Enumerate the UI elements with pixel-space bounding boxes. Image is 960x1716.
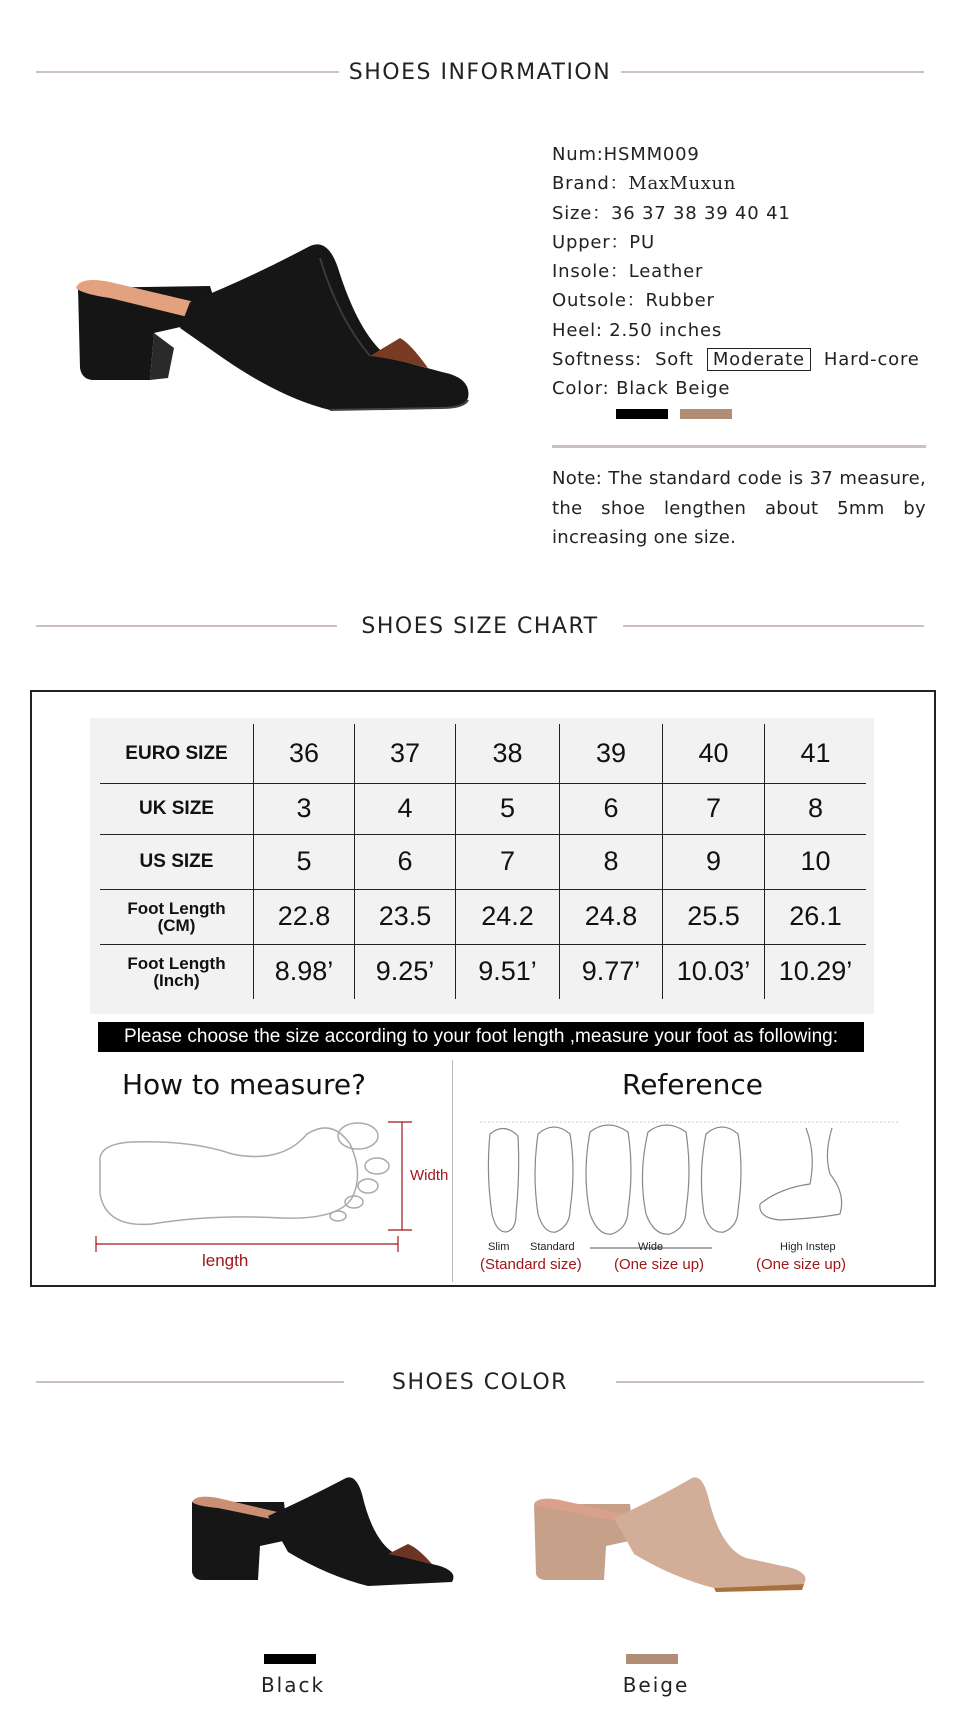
table-cell: 8 [560, 834, 663, 889]
table-row [100, 889, 866, 944]
width-label: Width [410, 1167, 449, 1184]
table-cell: 22.8 [254, 889, 355, 944]
title-line-right [616, 1381, 924, 1383]
row-head [100, 889, 254, 944]
how-to-measure-title: How to measure? [122, 1068, 366, 1101]
table-cell: 6 [355, 834, 456, 889]
color-label-black[interactable]: Black [260, 1673, 326, 1697]
table-cell: 9.25’ [355, 944, 456, 999]
swatch-black [616, 409, 668, 419]
table-cell: 25.5 [663, 889, 765, 944]
product-black-image [188, 1476, 458, 1606]
foot-type-reference-icon [480, 1114, 900, 1282]
row-head: US SIZE [100, 834, 254, 889]
table-cell: 3 [254, 783, 355, 834]
table-cell: 39 [560, 724, 663, 783]
info-list [552, 140, 932, 404]
table-cell: 8.98’ [254, 944, 355, 999]
one-size-up-label-1: (One size up) [614, 1256, 705, 1273]
reference-title: Reference [622, 1068, 763, 1101]
size-table-panel [90, 718, 874, 1014]
color-label-beige[interactable]: Beige [622, 1673, 690, 1697]
brand-label: Brand： [552, 173, 629, 195]
table-cell: 10 [765, 834, 867, 889]
table-cell: 24.8 [560, 889, 663, 944]
softness-label: Softness: [552, 349, 643, 371]
info-divider [552, 445, 926, 448]
table-cell: 9.77’ [560, 944, 663, 999]
table-cell: 23.5 [355, 889, 456, 944]
foot-outline-icon [92, 1114, 449, 1284]
info-num: Num:HSMM009 [552, 144, 700, 165]
info-note: Note: The standard code is 37 measure, the shoe lengthen about 5mm by increasing one size. [552, 468, 926, 548]
row-head-line1: Foot Length [127, 898, 226, 918]
chart-title: SHOES SIZE CHART [361, 613, 599, 639]
info-softness [552, 345, 932, 374]
info-heel: Heel: 2.50 inches [552, 319, 723, 341]
info-outsole: Outsole：Rubber [552, 290, 715, 312]
wide-label: Wide [638, 1241, 664, 1253]
slim-label: Slim [488, 1241, 510, 1253]
table-cell: 10.29’ [765, 944, 867, 999]
title-line-left [36, 625, 337, 627]
info-brand [552, 169, 932, 198]
softness-soft: Soft [655, 349, 694, 371]
table-row [100, 783, 866, 834]
color-title: SHOES COLOR [392, 1369, 568, 1395]
product-beige-image [530, 1476, 810, 1606]
table-row [100, 724, 866, 783]
size-table [100, 724, 866, 999]
table-cell: 5 [254, 834, 355, 889]
table-cell: 24.2 [456, 889, 560, 944]
table-cell: 38 [456, 724, 560, 783]
title-line-right [621, 71, 924, 73]
high-instep-label: High Instep [780, 1241, 836, 1253]
one-size-up-label-2: (One size up) [756, 1256, 847, 1273]
info-upper: Upper：PU [552, 231, 655, 253]
table-cell: 10.03’ [663, 944, 765, 999]
softness-moderate: Moderate [707, 348, 811, 371]
softness-hard: Hard-core [823, 349, 920, 371]
title-line-left [36, 1381, 344, 1383]
table-cell: 4 [355, 783, 456, 834]
length-label: length [202, 1251, 249, 1270]
row-head-line1: Foot Length [127, 953, 226, 973]
size-chart-box [30, 690, 936, 1287]
table-cell: 37 [355, 724, 456, 783]
row-head: EURO SIZE [100, 724, 254, 783]
color-swatch-beige[interactable] [626, 1654, 678, 1664]
standard-label: Standard [530, 1241, 575, 1253]
info-size: Size：36 37 38 39 40 41 [552, 202, 791, 224]
table-cell: 41 [765, 724, 867, 783]
table-cell: 9 [663, 834, 765, 889]
table-cell: 26.1 [765, 889, 867, 944]
measure-divider [452, 1060, 453, 1282]
table-row [100, 944, 866, 999]
brand-value: MaxMuxun [628, 173, 736, 195]
table-cell: 7 [663, 783, 765, 834]
table-cell: 9.51’ [456, 944, 560, 999]
row-head-line2: (CM) [157, 915, 196, 935]
table-cell: 7 [456, 834, 560, 889]
title-line-right [623, 625, 924, 627]
section-title-chart [36, 611, 924, 641]
row-head: UK SIZE [100, 783, 254, 834]
section-title-color [36, 1367, 924, 1397]
row-head [100, 944, 254, 999]
standard-size-label: (Standard size) [480, 1256, 582, 1273]
table-row [100, 834, 866, 889]
table-cell: 40 [663, 724, 765, 783]
info-title: SHOES INFORMATION [348, 59, 612, 85]
title-line-left [36, 71, 339, 73]
swatch-beige [680, 409, 732, 419]
product-main-image [70, 238, 480, 448]
table-cell: 8 [765, 783, 867, 834]
table-cell: 5 [456, 783, 560, 834]
info-color: Color: Black Beige [552, 378, 731, 400]
table-cell: 36 [254, 724, 355, 783]
info-insole: Insole：Leather [552, 261, 704, 283]
table-cell: 6 [560, 783, 663, 834]
row-head-line2: (Inch) [153, 970, 200, 990]
section-title-info [36, 57, 924, 87]
color-swatch-black[interactable] [264, 1654, 316, 1664]
instruction-bar: Please choose the size according to your foot length ,measure your foot as following: [98, 1022, 864, 1052]
